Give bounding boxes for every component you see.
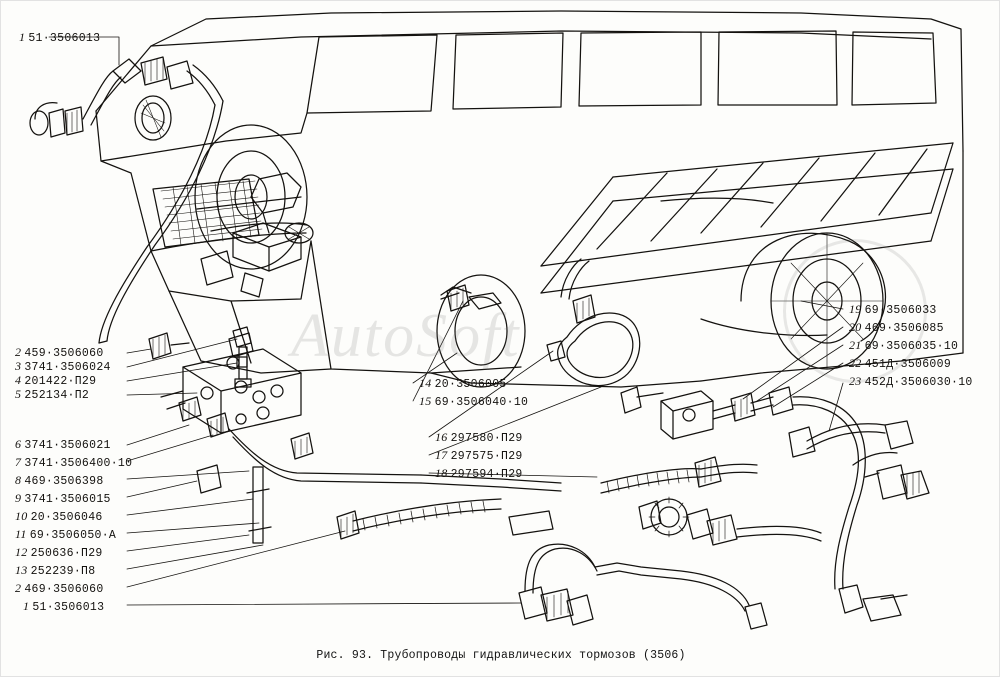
label-20: 20 469·3506085 <box>849 320 944 335</box>
label-10: 10 20·3506046 <box>15 509 103 524</box>
label-6: 6 3741·3506021 <box>15 437 111 452</box>
label-13: 13 252239·П8 <box>15 563 96 578</box>
label-15: 15 69·3506040·10 <box>419 394 529 409</box>
label-16: 16 297580·П29 <box>435 430 523 445</box>
label-5: 5 252134·П2 <box>15 387 90 402</box>
label-1-bottom: 1 51·3506013 <box>23 599 105 614</box>
label-2: 2 459·3506060 <box>15 345 104 360</box>
label-1-top: 1 51·3506013 <box>19 30 101 45</box>
label-11: 11 69·3506050·А <box>15 527 117 542</box>
label-18: 18 297594·П29 <box>435 466 523 481</box>
label-14: 14 20·3506005 <box>419 376 507 391</box>
label-9: 9 3741·3506015 <box>15 491 111 506</box>
label-17: 17 297575·П29 <box>435 448 523 463</box>
label-8: 8 469·3506398 <box>15 473 104 488</box>
label-7: 7 3741·3506400·10 <box>15 455 133 470</box>
label-21: 21 69·3506035·10 <box>849 338 959 353</box>
label-2-bottom: 2 469·3506060 <box>15 581 104 596</box>
label-3: 3 3741·3506024 <box>15 359 111 374</box>
label-23: 23 452Д·3506030·10 <box>849 374 973 389</box>
label-12: 12 250636·П29 <box>15 545 103 560</box>
label-4: 4 201422·П29 <box>15 373 97 388</box>
label-19: 19 69·3506033 <box>849 302 937 317</box>
label-22: 22 451Д·3506009 <box>849 356 952 371</box>
watermark-text: AutoSoft <box>291 302 521 370</box>
figure-caption: Рис. 93. Трубопроводы гидравлических тормозов (3506) <box>316 649 686 662</box>
